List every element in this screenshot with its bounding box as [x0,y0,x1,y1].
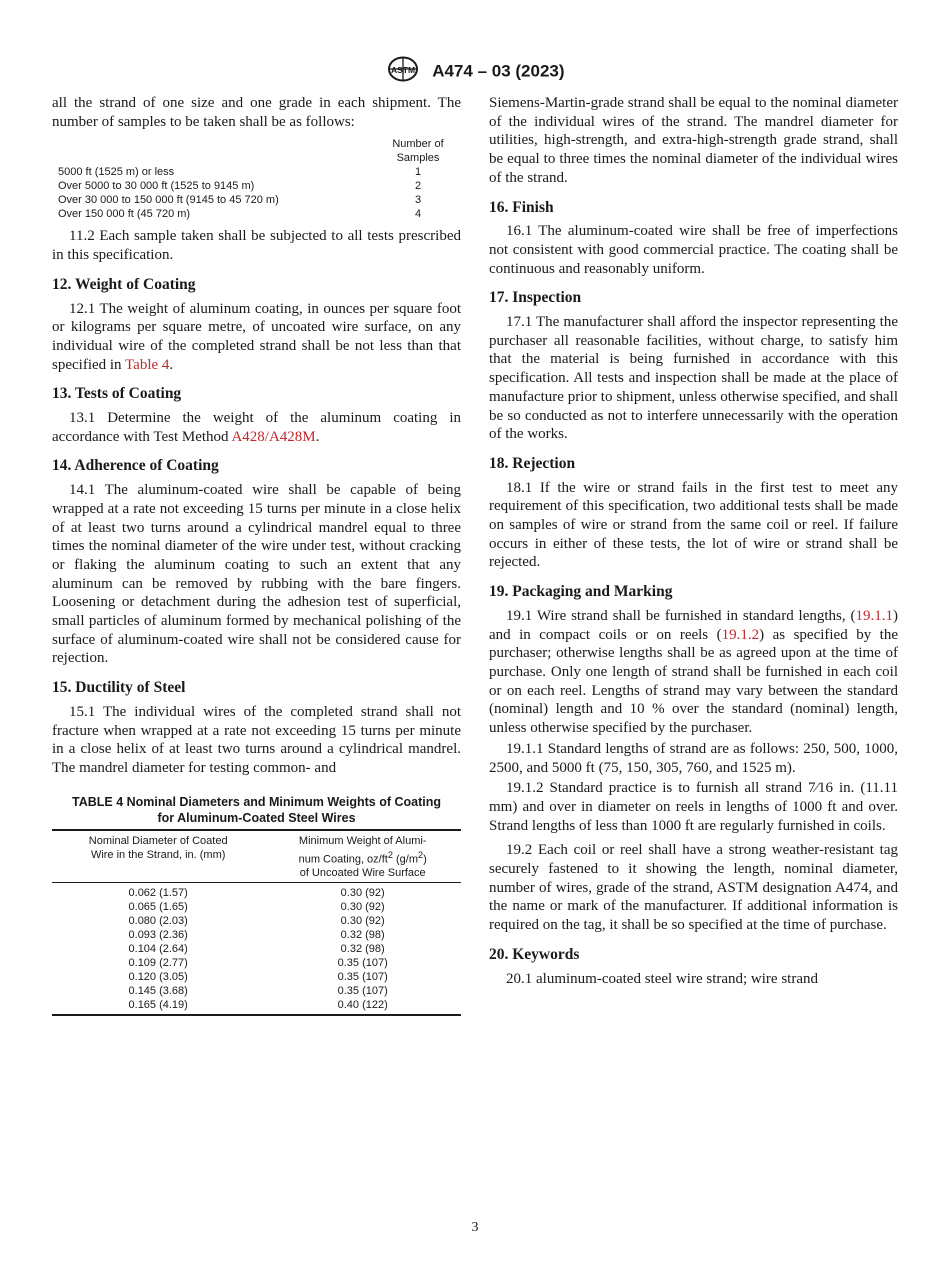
table-row: 5000 ft (1525 m) or less 1 [58,166,422,179]
table-row: Over 30 000 to 150 000 ft (9145 to 45 720 m) 3 [58,194,422,207]
table-row: 0.109 (2.77) 0.35 (107) [128,957,388,970]
table-row: Over 5000 to 30 000 ft (1525 to 9145 m) 2 [58,180,422,193]
section-heading-13: 13. Tests of Coating [52,385,182,403]
paragraph-14-1: 14.1 The aluminum-coated wire shall be capable of being wrapped at a rate not exceeding 15 turns per minute in a close helix of at least two turns around a cylindrical mandrel equal to three times the nominal diameter of the wire under test, without cracking or flaking the aluminum coating to such an extent that any aluminum can be removed by rubbing with the bare fingers. Loosening or detachment during the adhesion test of superficial, small particles of aluminum formed by mechanical polishing of the surface of aluminum-coated wire shall not be considered cause for rejection. [52,482,461,667]
paragraph-19-1-2: 19.1.2 Standard practice is to furnish all strand 7⁄16 in. (11.11 mm) and over in diameter on reels in lengths of 1000 ft and over. Strand lengths of less than 1000 ft are regularly furnished in coils. [489,780,898,834]
page-number: 3 [471,1220,479,1235]
document-designation: A474 – 03 (2023) [432,61,565,81]
ref-19-1-1-link[interactable]: 19.1.1 [855,607,893,624]
table-row: Over 150 000 ft (45 720 m) 4 [58,208,422,221]
paragraph-15-1: 15.1 The individual wires of the completed strand shall not fracture when wrapped at a rate not exceeding 15 turns per minute in a close helix of at least two turns around a cylindrical mandrel. The mandrel diameter for testing common- and [52,703,461,776]
section-heading-19: 19. Packaging and Marking [489,583,673,601]
paragraph-11-2: 11.2 Each sample taken shall be subjected to all tests prescribed in this specification. [52,228,461,264]
paragraph-19-2: 19.2 Each coil or reel shall have a strong weather-resistant tag securely fastened to it showing the length, nominal diameter, number of wires, grade of the strand, ASTM designation A474, and the name or mark of the manufacturer. If additional information is required on the tag, it shall be so specified at the time of purchase. [489,842,898,934]
section-heading-14: 14. Adherence of Coating [52,457,219,475]
astm-logo-icon [385,56,421,87]
section-heading-18: 18. Rejection [489,454,576,472]
section-heading-12: 12. Weight of Coating [52,275,196,293]
table-4-link[interactable]: Table 4 [125,356,170,373]
paragraph-16-1: 16.1 The aluminum-coated wire shall be free of imperfections not consistent with good commercial practice. The coating shall be continuous and reasonably uniform. [489,223,898,277]
paragraph-15-1-continued: Siemens-Martin-grade strand shall be equal to the nominal diameter of the individual wires of the strand. The mandrel diameter for utilities, high-strength, and extra-high-strength grade strand, shall be equal to three times the nominal diameter of the individual wires of the strand. [489,95,898,186]
ref-19-1-2-link[interactable]: 19.1.2 [721,626,760,643]
table-4-col-diameter: Nominal Diameter of Coated Wire in the Strand, in. (mm) [88,834,228,861]
paragraph-17-1: 17.1 The manufacturer shall afford the inspector representing the purchaser all reasonable facilities, without charge, to satisfy him that the material is being furnished in accordance with this specification. All tests and inspection shall be made at the place of manufacture prior to shipment, unless otherwise specified, and shall be so conducted as not to interfere unnecessarily with the operation of the works. [489,314,898,443]
section-heading-16: 16. Finish [489,198,554,216]
table-4-col-weight: Minimum Weight of Alumi- num Coating, $oz/ft^2$ $(g/m^2)$ of Uncoated Wire Surface [298,834,427,880]
table-row: 0.062 (1.57) 0.30 (92) [128,887,385,900]
table-row: 0.104 (2.64) 0.32 (98) [128,943,385,956]
svg-text:ASTM: ASTM [391,65,416,75]
section-heading-17: 17. Inspection [489,289,582,307]
paragraph-18-1: 18.1 If the wire or strand fails in the first test to meet any requirement of this specification, two additional tests shall be made on samples of wire or strand from the same coil or reel. If failure occurs in either of these tests, the lot of wire or strand shall be rejected. [489,479,898,571]
paragraph-12-1: 12.1 The weight of aluminum coating, in ounces per square foot or kilograms per square metre, of uncoated wire surface, on any individual wire of the completed strand shall be not less than that specified in Table 4. [52,300,461,373]
sampling-header: Number of Samples [392,138,444,165]
table-row: 0.165 (4.19) 0.40 (122) [128,999,388,1012]
table-row: 0.145 (3.68) 0.35 (107) [128,985,388,998]
table-row: 0.080 (2.03) 0.30 (92) [128,915,385,928]
table-row: 0.120 (3.05) 0.35 (107) [128,971,388,984]
paragraph-19-1-1: 19.1.1 Standard lengths of strand are as follows: 250, 500, 1000, 2500, and 5000 ft (75, 150, 305, 760, and 1525 m). [489,740,898,776]
paragraph-20-1: 20.1 aluminum-coated steel wire strand; wire strand [506,970,818,987]
table-row: 0.065 (1.65) 0.30 (92) [128,901,385,914]
left-column [52,94,461,1016]
paragraph-13-1: 13.1 Determine the weight of the aluminum coating in accordance with Test Method A428/A428M. [52,410,461,445]
paragraph-19-1: 19.1 Wire strand shall be furnished in standard lengths, (19.1.1) and in compact coils or on reels (19.1.2) as specified by the purchaser; otherwise lengths shall be as agreed upon at the time of purchase. Only one length of strand shall be furnished in each coil or on each reel. Lengths of strand may vary between the standard (nominal) length and 10 % over the standard (nominal) length, unless otherwise specified by the purchaser. [489,607,898,737]
section-heading-15: 15. Ductility of Steel [52,679,186,697]
right-column [489,94,898,990]
table-4-caption: TABLE 4 Nominal Diameters and Minimum Weights of Coating for Aluminum-Coated Steel Wires [71,794,441,825]
page-header [0,56,950,87]
a428-link[interactable]: A428/A428M [231,428,316,445]
table-4 [52,829,461,1017]
table-row: 0.093 (2.36) 0.32 (98) [128,929,385,942]
section-heading-20: 20. Keywords [489,945,580,963]
paragraph-intro: all the strand of one size and one grade in each shipment. The number of samples to be taken shall be as follows: [52,95,461,130]
sampling-table [58,137,458,221]
